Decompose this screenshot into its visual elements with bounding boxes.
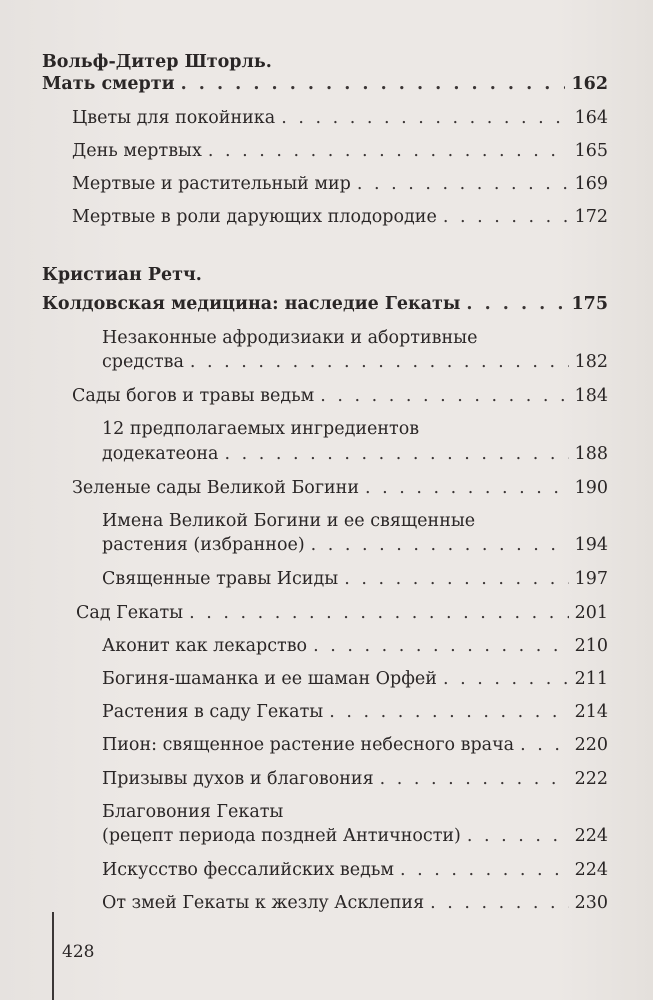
toc-page: 172 (574, 207, 608, 227)
page-number: 428 (62, 942, 95, 962)
toc-page: 224 (574, 826, 608, 846)
toc-page: 222 (574, 769, 608, 789)
leader-dots (467, 824, 569, 848)
toc-entry (102, 567, 608, 591)
leader-dots (380, 767, 569, 791)
toc-entry (72, 205, 608, 229)
toc-title: Зеленые сады Великой Богини (72, 478, 359, 498)
section-author-ratsch: Кристиан Ретч. (42, 265, 202, 285)
toc-title: додекатеона (102, 444, 219, 464)
toc-entry (102, 442, 608, 466)
toc-entry (72, 476, 608, 500)
toc-title: Сады богов и травы ведьм (72, 386, 315, 406)
toc-entry (102, 733, 608, 757)
toc-entry (102, 767, 608, 791)
leader-dots (224, 442, 568, 466)
toc-title: средства (102, 352, 184, 372)
toc-page: 214 (574, 702, 608, 722)
toc-title: (рецепт периода поздней Античности) (102, 826, 461, 846)
leader-dots (190, 350, 569, 374)
toc-page: 230 (574, 893, 608, 913)
toc-title-line1: Благовония Гекаты (102, 802, 284, 822)
toc-entry (102, 891, 608, 915)
toc-title: Растения в саду Гекаты (102, 702, 324, 722)
toc-title: День мертвых (72, 141, 202, 161)
toc-title: Мать смерти (42, 74, 175, 94)
toc-entry (72, 172, 608, 196)
leader-dots (357, 172, 569, 196)
leader-dots (344, 567, 568, 591)
toc-page: 201 (574, 603, 608, 623)
leader-dots (520, 733, 569, 757)
toc-entry (76, 601, 608, 625)
toc-entry (102, 858, 608, 882)
toc-page: 164 (574, 108, 608, 128)
leader-dots (189, 601, 569, 625)
section-author-storl: Вольф-Дитер Шторль. (42, 52, 272, 72)
toc-entry (72, 106, 608, 130)
toc-page: 211 (574, 669, 608, 689)
toc-page: 175 (571, 294, 608, 314)
toc-page: 224 (574, 860, 608, 880)
toc-page: 210 (574, 636, 608, 656)
leader-dots (311, 533, 569, 557)
leader-dots (208, 139, 569, 163)
toc-page: 188 (574, 444, 608, 464)
toc-page: 220 (574, 735, 608, 755)
toc-page: 194 (574, 535, 608, 555)
toc-title-line1: 12 предполагаемых ингредиентов (102, 419, 420, 439)
leader-dots (430, 891, 568, 915)
leader-dots (400, 858, 569, 882)
leader-dots (329, 700, 568, 724)
toc-page: 182 (574, 352, 608, 372)
toc-title: Пион: священное растение небесного врача (102, 735, 515, 755)
toc-title: От змей Гекаты к жезлу Асклепия (102, 893, 425, 913)
toc-page: 190 (574, 478, 608, 498)
toc-page: 169 (574, 174, 608, 194)
toc-entry (102, 700, 608, 724)
leader-dots (313, 634, 569, 658)
toc-page: 165 (574, 141, 608, 161)
leader-dots (365, 476, 569, 500)
toc-title: Аконит как лекарство (102, 636, 308, 656)
toc-title: Сад Гекаты (76, 603, 184, 623)
toc-title-line1: Имена Великой Богини и ее священные (102, 511, 476, 531)
toc-title: растения (избранное) (102, 535, 305, 555)
toc-entry (102, 634, 608, 658)
leader-dots (443, 205, 569, 229)
leader-dots (181, 72, 566, 96)
toc-title: Мертвые в роли дарующих плодородие (72, 207, 437, 227)
toc-entry (102, 350, 608, 374)
toc-title: Священные травы Исиды (102, 569, 339, 589)
toc-title-line1: Незаконные афродизиаки и абортивные (102, 328, 478, 348)
toc-title: Богиня-шаманка и ее шаман Орфей (102, 669, 437, 689)
toc-entry (102, 824, 608, 848)
folio-rule (52, 912, 54, 1000)
toc-title: Мертвые и растительный мир (72, 174, 351, 194)
toc-title: Призывы духов и благовония (102, 769, 374, 789)
toc-entry (72, 139, 608, 163)
toc-entry (102, 667, 608, 691)
leader-dots (281, 106, 568, 130)
leader-dots (320, 384, 568, 408)
toc-page: 162 (571, 74, 608, 94)
toc-entry (72, 384, 608, 408)
leader-dots (443, 667, 569, 691)
toc-page: 184 (574, 386, 608, 406)
toc-page: 197 (574, 569, 608, 589)
toc-entry (102, 533, 608, 557)
leader-dots (466, 292, 565, 316)
toc-entry (42, 292, 608, 316)
toc-title: Колдовская медицина: наследие Гекаты (42, 294, 461, 314)
toc-title: Искусство фессалийских ведьм (102, 860, 395, 880)
toc-entry (42, 72, 608, 96)
toc-title: Цветы для покойника (72, 108, 276, 128)
